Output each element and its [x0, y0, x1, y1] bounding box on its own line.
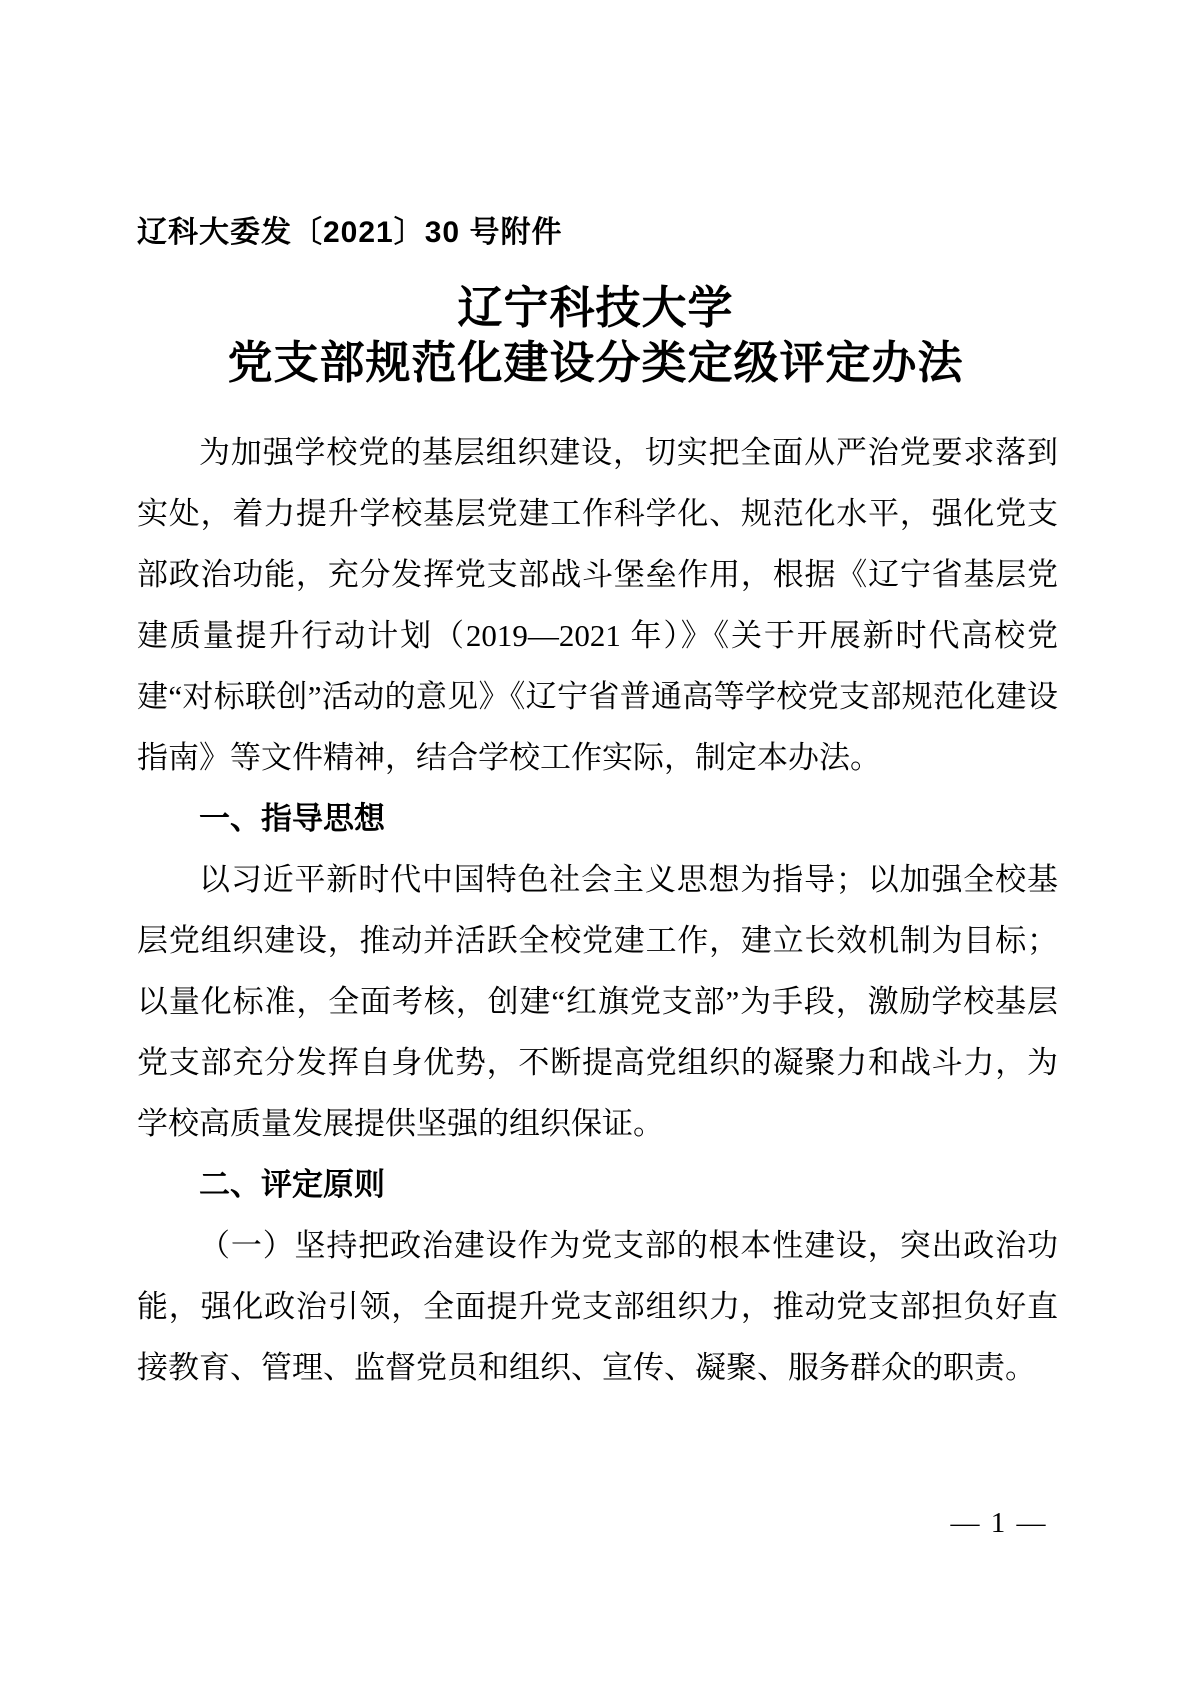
heading-guiding-ideology: 一、指导思想	[199, 801, 385, 836]
doc-reference-number: 辽科大委发〔2021〕30 号附件	[137, 216, 563, 249]
page-number: — 1 —	[950, 1507, 1048, 1539]
paragraph-guiding-ideology: 以习近平新时代中国特色社会主义思想为指导；以加强全校基层党组织建设，推动并活跃全校党建工作，建立长效机制为目标；以量化标准，全面考核，创建“红旗党支部”为手段，激励学校基层党支部充分发挥自身优势，不断提高党组织的凝聚力和战斗力，为学校高质量发展提供坚强的组织保证。	[137, 862, 1058, 1141]
document-body	[137, 422, 1058, 1398]
paragraph-principle-1: （一）坚持把政治建设作为党支部的根本性建设，突出政治功能，强化政治引领，全面提升党支部组织力，推动党支部担负好直接教育、管理、监督党员和组织、宣传、凝聚、服务群众的职责。	[137, 1228, 1058, 1385]
document-title-line1: 辽宁科技大学	[457, 283, 734, 333]
paragraph-intro: 为加强学校党的基层组织建设，切实把全面从严治党要求落到实处，着力提升学校基层党建工作科学化、规范化水平，强化党支部政治功能，充分发挥党支部战斗堡垒作用，根据《辽宁省基层党建质量提升行动计划（2019—2021 年）》《关于开展新时代高校党建“对标联创”活动的意见》《辽宁省普通高等学校党支部规范化建设指南》等文件精神，结合学校工作实际，制定本办法。	[137, 435, 1058, 775]
document-title	[0, 281, 1191, 391]
document-title-line2: 党支部规范化建设分类定级评定办法	[227, 338, 964, 388]
heading-evaluation-principles: 二、评定原则	[199, 1167, 385, 1202]
